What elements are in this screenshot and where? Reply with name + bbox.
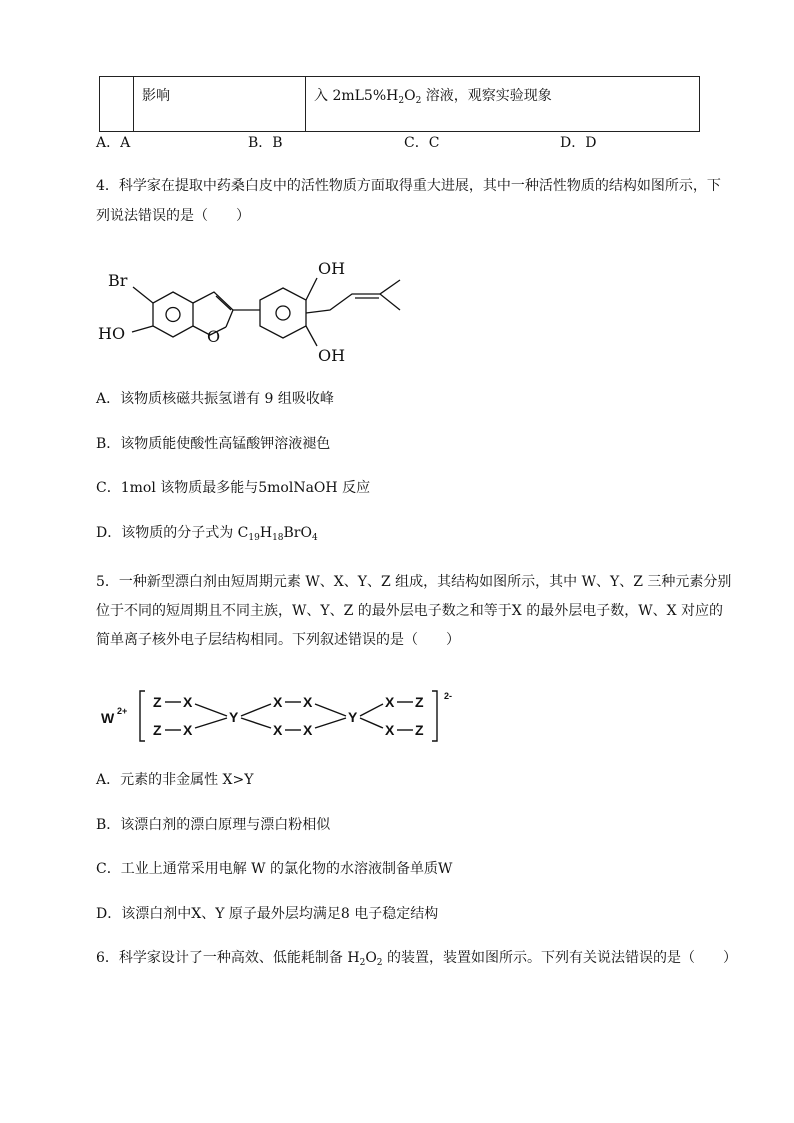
q5-stem-line2: 位于不同的短周期且不同主族，W、Y、Z 的最外层电子数之和等于X 的最外层电子数，W、X 对应的 <box>96 603 724 619</box>
q6-stem: 6．科学家设计了一种高效、低能耗制备 $H_2O_2$ 的装置，装置如图所示。下列有关说法错误的是（ ） <box>96 950 737 968</box>
q5-label-x1: X <box>183 694 193 710</box>
experiment-table <box>99 76 700 132</box>
q4-stem-line1: 4．科学家在提取中药桑白皮中的活性物质方面取得重大进展，其中一种活性物质的结构如图所示，下 <box>96 178 721 194</box>
q5-label-x4: X <box>303 694 313 710</box>
q5-label-w: W <box>101 710 115 726</box>
q5-label-x3: X <box>273 694 283 710</box>
q4-label-ho: HO <box>98 324 126 343</box>
q4-option-a[interactable]: A．该物质核磁共振氢谱有 9 组吸收峰 <box>96 391 334 407</box>
q3-option-b[interactable]: B．B <box>248 135 283 151</box>
q5-label-charge: 2- <box>444 691 453 701</box>
q5-label-x5: X <box>273 722 283 738</box>
q5-label-z2: Z <box>153 722 162 738</box>
q5-option-a[interactable]: A．元素的非金属性 X>Y <box>96 772 254 788</box>
q5-label-z1: Z <box>153 694 162 710</box>
q5-option-b[interactable]: B．该漂白剂的漂白原理与漂白粉相似 <box>96 817 331 833</box>
q4-option-b[interactable]: B．该物质能使酸性高锰酸钾溶液褪色 <box>96 436 331 452</box>
q4-option-d[interactable]: D．该物质的分子式为 $C_{19}H_{18}BrO_4$ <box>96 525 318 543</box>
q5-label-x6: X <box>303 722 313 738</box>
q4-label-br: Br <box>108 271 128 290</box>
q5-label-x8: X <box>385 722 395 738</box>
q5-label-z4: Z <box>415 722 424 738</box>
q4-label-oh-top: OH <box>318 259 346 278</box>
q5-label-y1: Y <box>229 709 239 725</box>
q5-label-w-charge: 2+ <box>117 706 128 716</box>
table-row <box>100 77 700 132</box>
q4-label-oh-bottom: OH <box>318 346 346 365</box>
q5-label-x7: X <box>385 694 395 710</box>
q5-option-d[interactable]: D．该漂白剂中X、Y 原子最外层均满足8 电子稳定结构 <box>96 906 439 922</box>
q5-stem-line1: 5．一种新型漂白剂由短周期元素 W、X、Y、Z 组成，其结构如图所示，其中 W、Y、Z 三种元素分别 <box>96 574 732 590</box>
q4-molecule-structure <box>90 250 430 365</box>
q5-label-y2: Y <box>348 709 358 725</box>
q3-option-c[interactable]: C．C <box>404 135 440 151</box>
q5-bleach-structure <box>95 685 455 745</box>
q4-option-c[interactable]: C．1mol 该物质最多能与5molNaOH 反应 <box>96 480 371 496</box>
table-cell-procedure: 入 $2mL5\%H_2O_2$ 溶液，观察实验现象 <box>306 77 700 132</box>
q3-option-d[interactable]: D．D <box>560 135 597 151</box>
q5-stem-line3: 简单离子核外电子层结构相同。下列叙述错误的是（ ） <box>96 632 460 648</box>
q4-stem-line2: 列说法错误的是（ ） <box>96 208 250 224</box>
q5-label-x2: X <box>183 722 193 738</box>
q3-option-a[interactable]: A．A <box>96 135 131 151</box>
table-cell-index <box>100 77 134 132</box>
q4-label-o: O <box>207 327 221 346</box>
q5-option-c[interactable]: C．工业上通常采用电解 W 的氯化物的水溶液制备单质W <box>96 861 453 877</box>
table-cell-factor: 影响 <box>134 77 306 132</box>
q5-label-z3: Z <box>415 694 424 710</box>
